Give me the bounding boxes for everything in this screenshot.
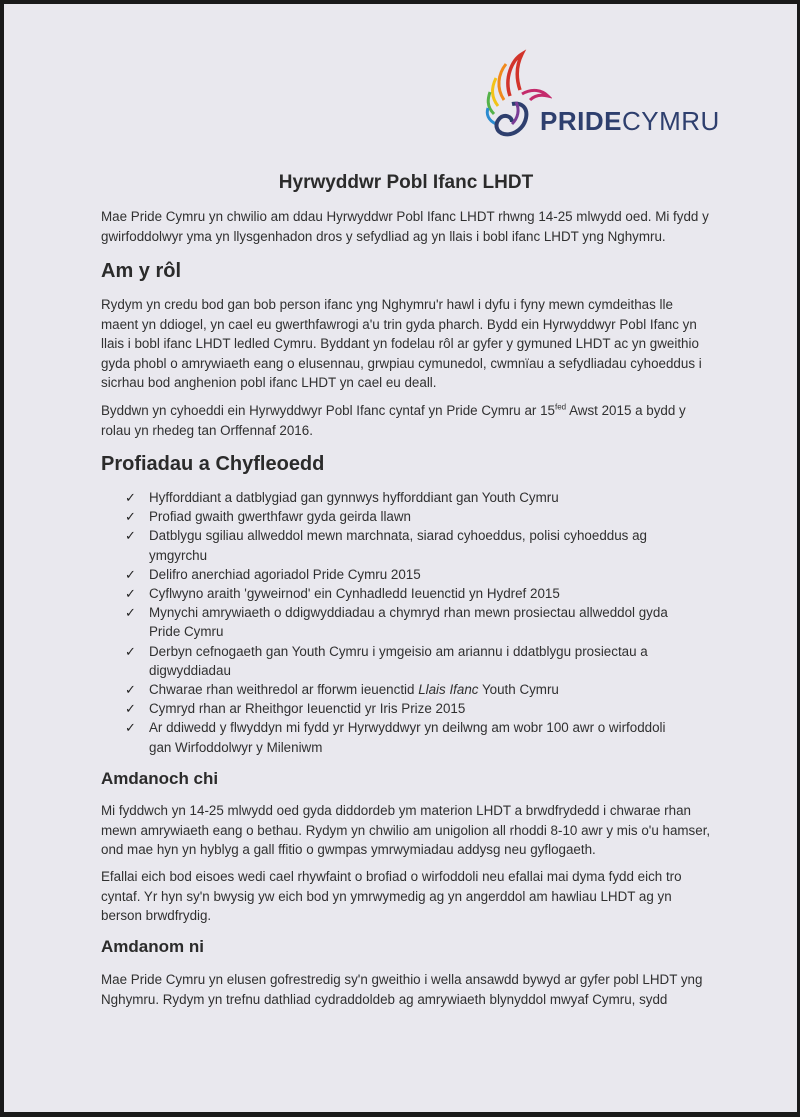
about-us-paragraph: Mae Pride Cymru yn elusen gofrestredig sy'n gweithio i wella ansawdd bywyd ar gyfer pobl LHDT yng Nghymru. Rydym yn trefnu dathliad cydraddoldeb ag amrywiaeth blynyddol mwyaf Cymru, sydd [101,972,703,1007]
checkmark-icon: ✓ [125,509,136,525]
checkmark-icon: ✓ [125,605,136,621]
checkmark-icon: ✓ [125,566,136,582]
experience-list [125,488,685,757]
list-item: ✓ Delifro anerchiad agoriadol Pride Cymru 2015 [125,565,685,584]
about-you-paragraph-2: Efallai eich bod eisoes wedi cael rhywfaint o brofiad o wirfoddoli neu efallai mai dyma fydd eich tro cyntaf. Yr hyn sy'n bwysig yw eich bod yn ymrwymedig ag yn angerddol am hawliau LHDT ag yn berson brwdfrydig. [101,869,682,923]
heading-about-us: Amdanom ni [101,937,204,956]
heading-experience: Profiadau a Chyfleoedd [101,453,325,475]
role-paragraph-2: Byddwn yn cyhoeddi ein Hyrwyddwyr Pobl Ifanc cyntaf yn Pride Cymru ar $15^{fed}$ Awst 2015 a bydd y rolau yn rhedeg tan Orffennaf 2016. [101,402,686,438]
heading-role: Am y rôl [101,260,182,282]
list-item: ✓ Profiad gwaith gwerthfawr gyda geirda llawn [125,507,685,526]
checkmark-icon: ✓ [125,701,136,717]
pride-cymru-logo [482,48,720,148]
list-item: ✓ Chwarae rhan weithredol ar fforwm ieuenctid Llais Ifanc Youth Cymru [125,680,685,699]
checkmark-icon: ✓ [125,720,136,736]
page-title: Hyrwyddwr Pobl Ifanc LHDT [278,172,534,193]
checkmark-icon: ✓ [125,490,136,505]
list-item: ✓ Datblygu sgiliau allweddol mewn marchnata, siarad cyhoeddus, polisi cyhoeddus ag ymgyrchu [125,528,647,563]
about-you-paragraph-1: Mi fyddwch yn 14-25 mlwydd oed gyda diddordeb ym materion LHDT a brwdfrydedd i chwarae rhan mewn amrywiaeth eang o bethau. Rydym yn chwilio am unigolion all rhoddi 8-10 awr y mis o'u hamser, ond mae hyn yn hyblyg a gall ffitio o gwmpas ymrwymiadau addysg neu gyflogaeth. [101,803,711,857]
intro-paragraph: Mae Pride Cymru yn chwilio am ddau Hyrwyddwr Pobl Ifanc LHDT rhwng 14-25 mlwydd oed. Mi fydd y gwirfoddolwyr yma yn llysgenhadon dros y sefydliad ag yn llais i bobl ifanc LHDT yng Nghymru. [101,209,709,244]
logo-wordmark: PRIDECYMRU [540,106,720,136]
checkmark-icon: ✓ [125,528,136,544]
list-item: ✓ Cymryd rhan ar Rheithgor Ieuenctid yr Iris Prize 2015 [125,699,685,718]
list-item: ✓ Derbyn cefnogaeth gan Youth Cymru i ymgeisio am ariannu i ddatblygu prosiectau a digwyddiadau [125,643,648,678]
list-item: ✓ Ar ddiwedd y flwyddyn mi fydd yr Hyrwyddwyr yn deilwng am wobr 100 awr o wirfoddoli gan Wirfoddolwyr y Mileniwm [125,720,666,755]
heading-about-you: Amdanoch chi [101,769,219,788]
list-item: ✓ Mynychi amrywiaeth o ddigwyddiadau a chymryd rhan mewn prosiectau allweddol gyda Pride Cymru [125,605,668,640]
checkmark-icon: ✓ [125,682,136,698]
document-page [4,4,797,1112]
role-paragraph-1: Rydym yn credu bod gan bob person ifanc yng Nghymru'r hawl i dyfu i fyny mewn cymdeithas lle maent yn ddiogel, yn cael eu gwerthfawrogi a'u trin gyda pharch. Bydd ein Hyrwyddwyr Pobl Ifanc yn llais i bobl ifanc LHDT ledled Cymru. Byddant yn fodelau rôl ar gyfer y gymuned LHDT ac yn gweithio gyda phobl o amrywiaeth eang o elusennau, grwpiau cymunedol, cwmnïau a sefydliadau cyhoeddus i sicrhau bod anghenion pobl ifanc LHDT yn cael eu deall. [101,297,702,390]
list-item: ✓ Cyflwyno araith 'gyweirnod' ein Cynhadledd Ieuenctid yn Hydref 2015 [125,584,685,603]
list-item: ✓ Hyfforddiant a datblygiad gan gynnwys hyfforddiant gan Youth Cymru [125,488,685,507]
checkmark-icon: ✓ [125,643,136,659]
checkmark-icon: ✓ [125,586,136,602]
